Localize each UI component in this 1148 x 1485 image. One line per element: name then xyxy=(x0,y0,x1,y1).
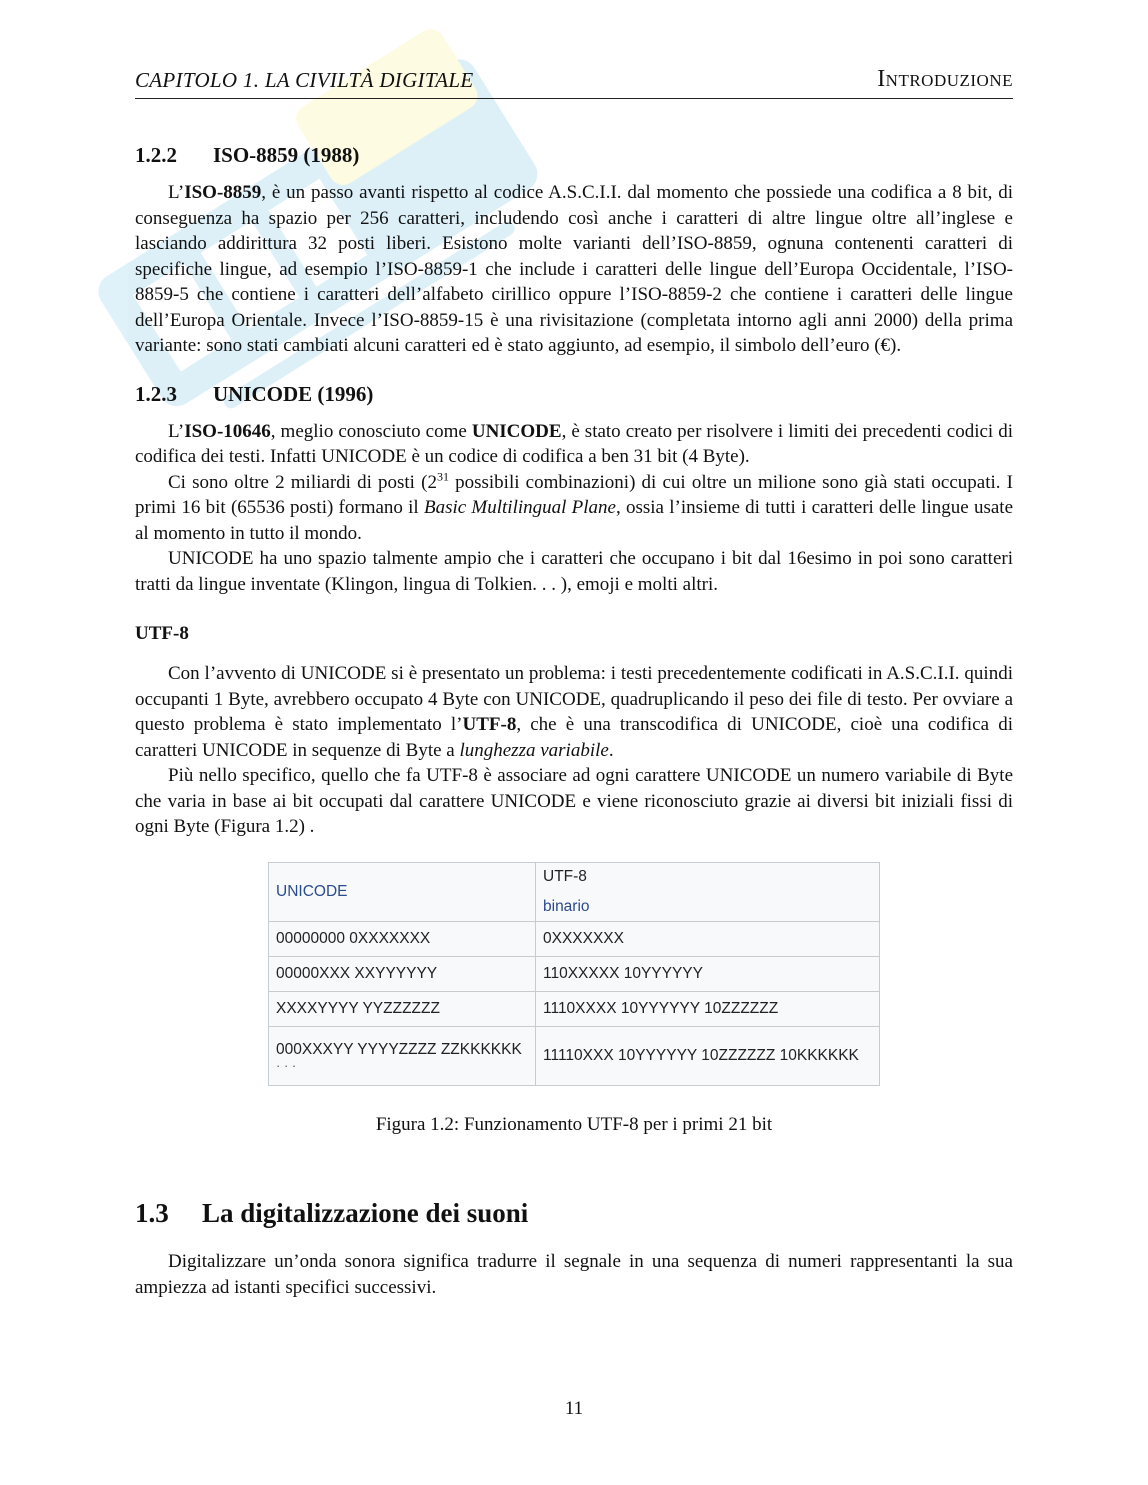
term-iso10646: ISO-10646 xyxy=(184,420,271,442)
table-row xyxy=(269,991,880,1026)
term-utf8: UTF-8 xyxy=(462,714,517,735)
table-cell-unicode: XXXXYYYY YYZZZZZZ xyxy=(269,991,536,1026)
paragraph: Ci sono oltre 2 miliardi di posti ($2^{31}$ possibili combinazioni) di cui oltre un milione sono già stati occupati. I primi 16 bit (65536 posti) formano il Basic Multilingual Plane, ossia l’insieme di tutti i caratteri delle lingue usate al momento in tutto il mondo. xyxy=(135,469,1013,544)
table-row xyxy=(269,1026,880,1085)
heading-sound xyxy=(135,1195,1013,1231)
figure-caption: Figura 1.2: Funzionamento UTF-8 per i primi 21 bit xyxy=(375,1113,773,1135)
term-iso8859: ISO-8859 xyxy=(184,182,262,203)
chapter-title: CAPITOLO 1. LA CIVILTÀ DIGITALE xyxy=(135,68,474,92)
section-iso8859 xyxy=(135,140,1013,359)
paragraph: L’ISO-8859, è un passo avanti rispetto al codice A.S.C.I.I. dal momento che possiede una codifica a 8 bit, di conseguenza ha spazio per 256 caratteri, includendo così anche i caratteri di altre lingue oltre all’inglese e lasciando addirittura 32 posti liberi. Esistono molte varianti dell’ISO-8859, ognuna contenenti caratteri di specifiche lingue, ad esempio l’ISO-8859-1 che include i caratteri delle lingue dell’Europa Occidentale, l’ISO-8859-5 che contiene i caratteri dell’alfabeto cirillico oppure l’ISO-8859-2 che contiene i caratteri delle lingue dell’Europa Orientale. Invece l’ISO-8859-15 è una rivisitazione (completata intorno agli anni 2000) della prima variante: sono stati cambiati alcuni caratteri ed è stato aggiunto, ad esempio, il simbolo dell’euro (€). xyxy=(135,182,1013,356)
paragraph: UNICODE ha uno spazio talmente ampio che i caratteri che occupano i bit dal 16esimo in poi sono caratteri tratti da lingue inventate (Klingon, lingua di Tolkien. . . ), emoji e molti altri. xyxy=(135,548,1013,595)
section-title: Introduzione xyxy=(877,66,1013,92)
page-header xyxy=(135,64,1013,99)
header-cell-utf8[interactable]: UTF-8 binario xyxy=(536,862,880,921)
heading-unicode xyxy=(135,379,1013,409)
heading-number: 1.3 xyxy=(135,1198,169,1228)
heading-number: 1.2.3 xyxy=(135,381,177,406)
heading-number: 1.2.2 xyxy=(135,143,177,167)
table-cell-unicode: 00000XXX XXYYYYYY xyxy=(269,956,536,991)
table-row xyxy=(269,956,880,991)
heading-utf8: UTF-8 xyxy=(135,623,189,644)
heading-title: La digitalizzazione dei suoni xyxy=(202,1198,529,1228)
section-sound xyxy=(135,1195,1013,1300)
table-cell-utf8: 1110XXXX 10YYYYYY 10ZZZZZZ xyxy=(536,991,880,1026)
section-unicode xyxy=(135,379,1013,598)
term-variable-length: lunghezza variabile xyxy=(459,739,609,761)
utf8-table xyxy=(268,862,880,1086)
ellipsis: · · · xyxy=(276,1058,297,1074)
table-cell-unicode: 00000000 0XXXXXXX xyxy=(269,921,536,956)
table-cell-utf8: 0XXXXXXX xyxy=(536,921,880,956)
paragraph: Più nello specifico, quello che fa UTF-8 è associare ad ogni carattere UNICODE un numero variabile di Byte che varia in base ai bit occupati dal carattere UNICODE e viene riconosciuto grazie ai diversi bit iniziali fissi di ogni Byte (Figura 1.2) . xyxy=(135,765,1013,837)
term-bmp: Basic Multilingual Plane xyxy=(423,497,616,518)
paragraph: Con l’avvento di UNICODE si è presentato un problema: i testi precedentemente codificati in A.S.C.I.I. quindi occupanti 1 Byte, avrebbero occupato 4 Byte con UNICODE, quadruplicando il peso dei file di testo. Per ovviare a questo problema è stato implementato l’UTF-8, che è una transcodifica di UNICODE, cioè una codifica di caratteri UNICODE in sequenze di Byte a lunghezza variabile. xyxy=(135,663,1013,761)
paragraph: Digitalizzare un’onda sonora significa tradurre il segnale in una sequenza di numeri rappresentanti la sua ampiezza ad istanti specifici successivi. xyxy=(135,1251,1013,1298)
heading-title: ISO-8859 (1988) xyxy=(213,143,360,167)
section-utf8 xyxy=(135,621,1013,1137)
term-unicode: UNICODE xyxy=(471,420,562,442)
binary-link[interactable]: binario xyxy=(543,897,590,915)
heading-iso8859 xyxy=(135,140,1013,170)
header-cell-unicode[interactable]: UNICODE xyxy=(269,862,536,921)
table-cell-unicode: 000XXXYY YYYYZZZZ ZZKKKKKK · · · xyxy=(269,1026,536,1085)
exponent: 31 xyxy=(436,469,449,484)
page-number: 11 xyxy=(564,1398,584,1419)
figure-utf8-table xyxy=(268,862,880,1086)
table-cell-utf8: 11110XXX 10YYYYYY 10ZZZZZZ 10KKKKKK xyxy=(536,1026,880,1085)
heading-title: UNICODE (1996) xyxy=(213,381,374,406)
page-content xyxy=(135,140,1013,1300)
table-header-row xyxy=(269,862,880,921)
table-row xyxy=(269,921,880,956)
table-cell-utf8: 110XXXXX 10YYYYYY xyxy=(536,956,880,991)
paragraph: L’ISO-10646, meglio conosciuto come UNICODE, è stato creato per risolvere i limiti dei precedenti codici di codifica dei testi. Infatti UNICODE è un codice di codifica a ben 31 bit (4 Byte). xyxy=(135,420,1013,467)
